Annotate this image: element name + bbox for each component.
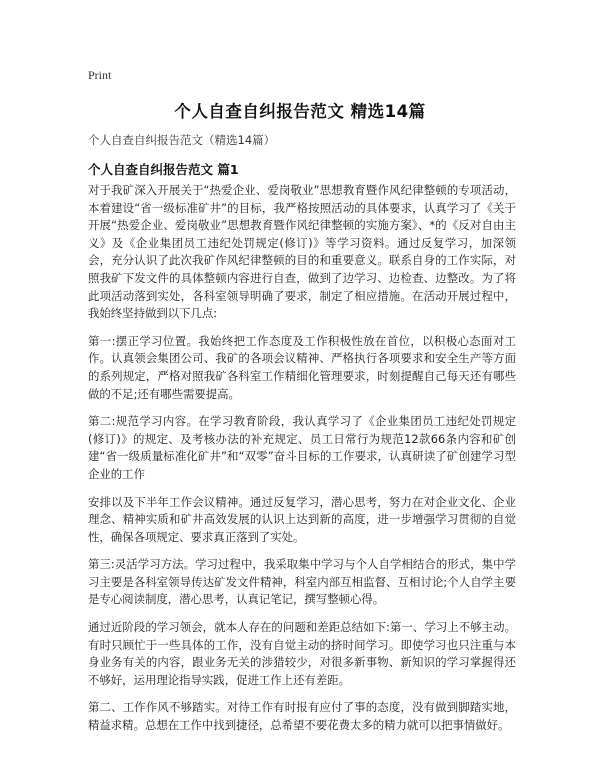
- document-subtitle: 个人自查自纠报告范文（精选14篇）: [88, 133, 276, 147]
- article-body: [88, 182, 516, 745]
- paragraph: 安排以及下半年工作会议精神。通过反复学习，潜心思考，努力在对企业文化、企业理念、精神实质和矿井高效发展的认识上达到新的高度，进一步增强学习贯彻的自觉性，确保各项规定、要求真正落到了实处。: [88, 494, 516, 544]
- section-heading: 个人自查自纠报告范文 篇1: [88, 162, 239, 177]
- document-title: 个人自查自纠报告范文 精选14篇: [174, 102, 426, 121]
- paragraph: 对于我矿深入开展关于“热爱企业、爱岗敬业”思想教育暨作风纪律整顿的专项活动，本着建设“省一级标准矿井”的目标，我严格按照活动的具体要求，认真学习了《关于开展“热爱企业、爱岗敬业”思想教育暨作风纪律整顿的实施方案》、*的《反对自由主义》及《企业集团员工违纪处罚规定(修订)》等学习资料。通过反复学习，加深领会，充分认识了此次我矿作风纪律整顿的目的和重要意义。联系自身的工作实际，对照我矿下发文件的具体整顿内容进行自查，做到了边学习、边检查、边整改。为了将此项活动落到实处，各科室领导明确了要求，制定了相应措施。在活动开展过程中，我始终坚持做到以下几点:: [88, 183, 516, 321]
- print-link[interactable]: Print: [88, 68, 112, 82]
- paragraph: 第一:摆正学习位置。我始终把工作态度及工作积极性放在首位，以积极心态面对工作。认真领会集团公司、我矿的各项会议精神、严格执行各项要求和安全生产等方面的系列规定，严格对照我矿各科室工作精细化管理要求，时刻提醒自己每天还有哪些做的不足;还有哪些需要提高。: [88, 333, 516, 401]
- paragraph: 第二、工作作风不够踏实。对待工作有时报有应付了事的态度，没有做到脚踏实地，精益求精。总想在工作中找到捷径，总希望不要花费太多的精力就可以把事情做好。: [88, 700, 516, 733]
- paragraph: 第三:灵活学习方法。学习过程中，我采取集中学习与个人自学相结合的形式，集中学习主要是各科室领导传达矿发文件精神，科室内部互相监督、互相讨论;个人自学主要是专心阅读制度，潜心思考，认真记笔记，撰写整顿心得。: [88, 557, 516, 607]
- paragraph: 第二:规范学习内容。在学习教育阶段，我认真学习了《企业集团员工违纪处罚规定(修订)》的规定、及考核办法的补充规定、员工日常行为规范12款66条内容和矿创建“省一级质量标准化矿井”和“双零”奋斗目标的工作要求，认真研读了矿创建学习型企业的工作: [88, 414, 516, 481]
- paragraph: 通过近阶段的学习领会，就本人存在的问题和差距总结如下:第一、学习上不够主动。有时只顾忙于一些具体的工作，没有自觉主动的挤时间学习。即使学习也只注重与本身业务有关的内容，跟业务无关的涉猎较少，对很多新事物、新知识的学习掌握得还不够好，运用理论指导实践，促进工作上还有差距。: [88, 620, 516, 687]
